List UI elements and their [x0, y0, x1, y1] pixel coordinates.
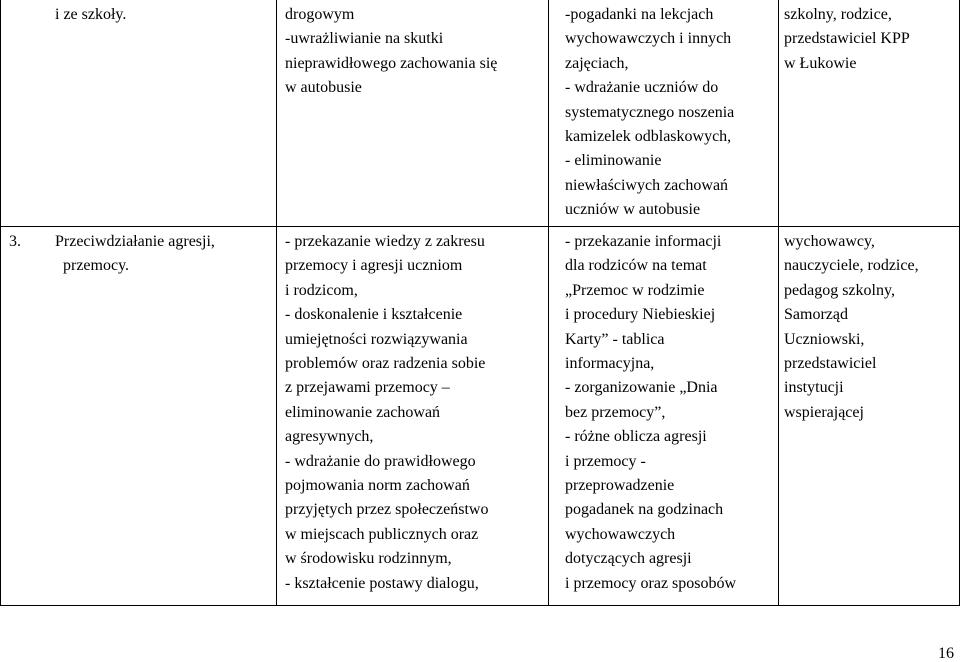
cell-line: przedstawiciel	[784, 355, 877, 373]
cell-line: wychowawczych i innych	[565, 30, 732, 48]
cell-line: - wdrażanie uczniów do	[565, 79, 719, 97]
cell-line: - przekazanie wiedzy z zakresu	[285, 233, 485, 250]
table-border-bottom	[0, 605, 960, 606]
row-number: 3.	[9, 233, 21, 250]
row-divider	[0, 226, 960, 227]
cell-line: Uczniowski,	[784, 330, 865, 348]
cell-line: i przemocy oraz sposobów	[565, 574, 737, 592]
cell-line: „Przemoc w rodzimie	[565, 281, 705, 299]
cell-line: - eliminowanie	[565, 152, 662, 170]
cell-line: -uwrażliwianie na skutki	[285, 30, 444, 48]
cell-line: Przeciwdziałanie agresji,	[55, 233, 215, 250]
row2-col4	[784, 230, 919, 425]
table-border-left	[0, 0, 1, 606]
page-number: 16	[938, 645, 954, 662]
cell-line: wychowawcy,	[784, 233, 875, 250]
cell-line: Karty” - tablica	[565, 330, 665, 348]
cell-line: przedstawiciel KPP	[784, 30, 910, 48]
cell-line: - kształcenie postawy dialogu,	[285, 574, 479, 592]
row1-col1	[55, 3, 126, 27]
cell-line: zajęciach,	[565, 54, 629, 72]
cell-line: -pogadanki na lekcjach	[565, 6, 714, 23]
cell-line: przyjętych przez społeczeństwo	[285, 501, 489, 519]
row2-col3	[565, 230, 736, 596]
cell-line: z przejawami przemocy –	[285, 379, 450, 397]
cell-line: nieprawidłowego zachowania się	[285, 54, 498, 72]
cell-line: i przemocy -	[565, 452, 646, 470]
column-divider-3	[778, 0, 779, 606]
row2-col1	[55, 230, 215, 279]
cell-line: szkolny, rodzice,	[784, 6, 892, 23]
cell-line: i procedury Niebieskiej	[565, 306, 716, 324]
cell-line: - doskonalenie i kształcenie	[285, 306, 463, 324]
cell-line: instytucji	[784, 379, 844, 397]
cell-line: dla rodziców na temat	[565, 257, 707, 275]
cell-line: bez przemocy”,	[565, 403, 666, 421]
cell-line: pojmowania norm zachowań	[285, 477, 470, 495]
cell-line: - różne oblicza agresji	[565, 428, 707, 446]
cell-line: w środowisku rodzinnym,	[285, 550, 452, 568]
cell-line: systematycznego noszenia	[565, 103, 735, 121]
cell-line: problemów oraz radzenia sobie	[285, 355, 486, 373]
cell-line: - zorganizowanie „Dnia	[565, 379, 718, 397]
cell-line: umiejętności rozwiązywania	[285, 330, 468, 348]
cell-line: uczniów w autobusie	[565, 201, 701, 219]
cell-line: - przekazanie informacji	[565, 233, 722, 250]
cell-line: pogadanek na godzinach	[565, 501, 724, 519]
row1-col3	[565, 3, 734, 223]
cell-line: kamizelek odblaskowych,	[565, 128, 732, 146]
row1-col2	[285, 3, 497, 101]
column-divider-2	[548, 0, 549, 606]
cell-line: niewłaściwych zachowań	[565, 176, 729, 194]
cell-line: nauczyciele, rodzice,	[784, 257, 919, 275]
row2-col2	[285, 230, 488, 596]
cell-line: przeprowadzenie	[565, 477, 675, 495]
column-divider-1	[276, 0, 277, 606]
cell-line: w Łukowie	[784, 54, 857, 72]
cell-line: przemocy i agresji uczniom	[285, 257, 463, 275]
cell-line: informacyjna,	[565, 355, 655, 373]
cell-line: wspierającej	[784, 403, 864, 421]
cell-line: dotyczących agresji	[565, 550, 692, 568]
cell-line: w miejscach publicznych oraz	[285, 525, 479, 543]
cell-line: eliminowanie zachowań	[285, 403, 441, 421]
cell-line: drogowym	[285, 6, 355, 23]
cell-line: wychowawczych	[565, 525, 676, 543]
cell-line: - wdrażanie do prawidłowego	[285, 452, 476, 470]
row1-col4	[784, 3, 910, 76]
row2-number	[9, 230, 21, 254]
cell-line: agresywnych,	[285, 428, 374, 446]
cell-line: przemocy.	[63, 257, 130, 275]
cell-line: i ze szkoły.	[55, 6, 127, 23]
cell-line: i rodzicom,	[285, 281, 358, 299]
cell-line: Samorząd	[784, 306, 848, 324]
cell-line: w autobusie	[285, 79, 362, 97]
cell-line: pedagog szkolny,	[784, 281, 895, 299]
